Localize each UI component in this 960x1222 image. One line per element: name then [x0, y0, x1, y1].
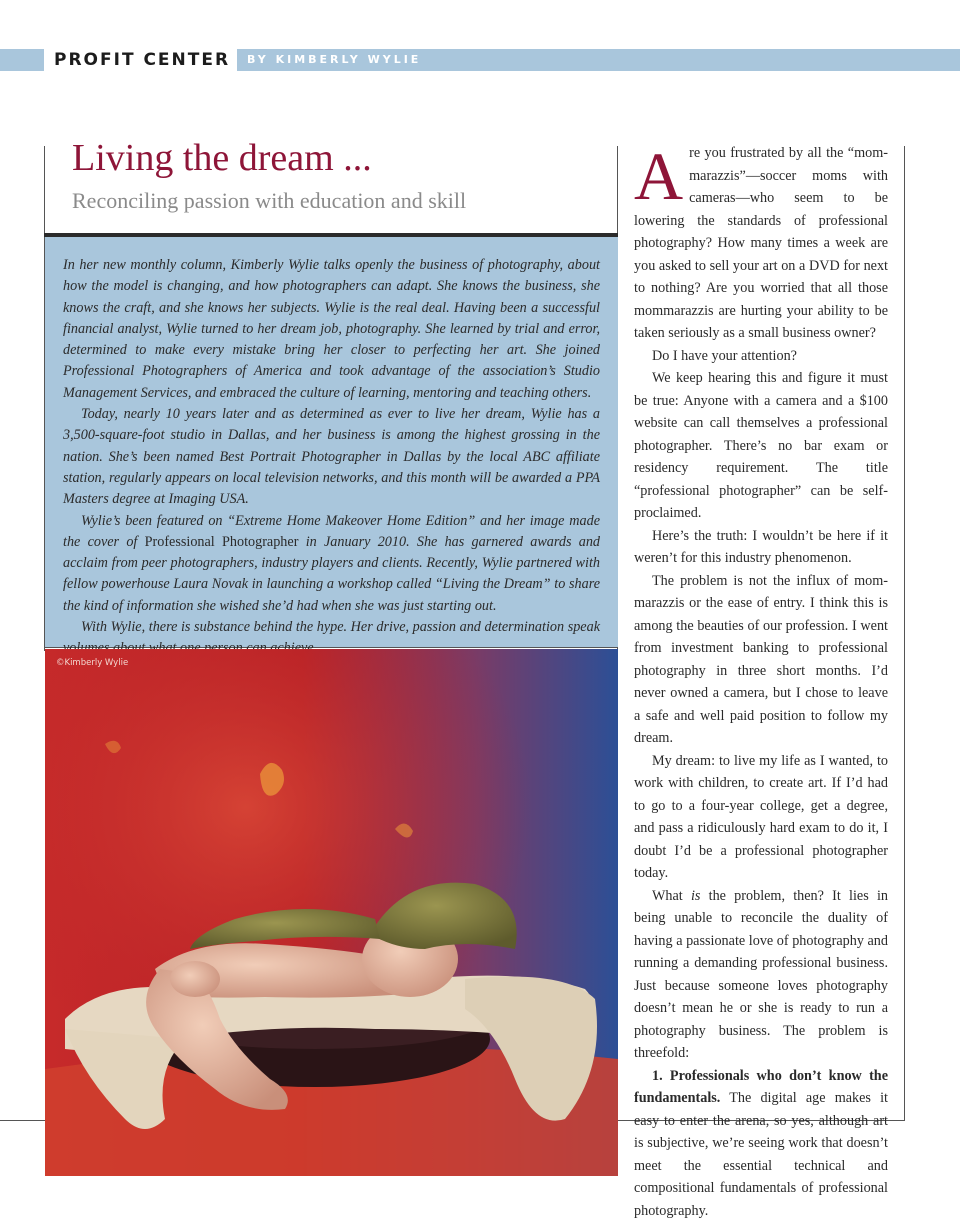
body-paragraph-3: We keep hearing this and figure it must be true: Anyone with a camera and a $100 website can call themselves a professional photographer. There’s no bar exam or residency requirement. The title “professional photographer” can be self-proclaimed.	[634, 367, 888, 525]
article-subtitle: Reconciling passion with education and skill	[72, 188, 466, 214]
intro-p3-start: Wylie’s been featured on “Extreme Home Makeover Home Edition” and her image made the cover of	[63, 513, 600, 550]
intro-paragraph-1: In her new monthly column, Kimberly Wylie talks openly the business of photography, about how the model is changing, and how photographers can adapt. She knows the business, she knows the craft, and she knows her subjects. Wylie is the real deal. Having been a successful financial analyst, Wylie turned to her dream job, photography. She learned by trial and error, determined to make every mistake bring her closer to perfecting her art. She joined Professional Photographers of America and took advantage of the association’s Studio Management Services, and embraced the culture of learning, mentoring and teaching others.	[63, 255, 600, 404]
article-body	[634, 142, 888, 1222]
intro-paragraph-2: Today, nearly 10 years later and as determined as ever to live her dream, Wylie has a 3,500-square-foot studio in Dallas, and her business is among the highest grossing in the nation. She’s been named Best Portrait Photographer in Dallas by the local ABC affiliate station, regularly appears on local television networks, and this month will be awarded a PPA Masters degree at Imaging USA.	[63, 404, 600, 510]
body-paragraph-2: Do I have your attention?	[634, 345, 888, 368]
intro-box	[45, 237, 618, 648]
body-paragraph-5: The problem is not the influx of mom-marazzis or the ease of entry. I think this is among the beauties of our profession. I went from investment banking to professional photography in three short months. I’d never owned a camera, but I chose to leave a safe and well paid position to follow my dream.	[634, 570, 888, 750]
section-label: PROFIT CENTER	[54, 49, 230, 71]
body-paragraph-6: My dream: to live my life as I wanted, to work with children, to create art. If I’d had to go to a four-year college, get a degree, and pass a ridiculously hard exam to do it, I doubt I’d be a professional photographer today.	[634, 750, 888, 885]
newborn-photo-illustration	[45, 649, 618, 1176]
body-p7-emphasis: is	[691, 888, 700, 904]
body-paragraph-8	[634, 1065, 888, 1222]
body-p1-text: re you frustrated by all the “mom-marazzis”—soccer moms with cameras—who seem to be lowering the standards of professional photography? How many times a week are you asked to sell your art on a DVD for next to nothing? Are you worried that all those mommarazzis are hurting your ability to be taken seriously as a small business owner?	[634, 145, 888, 341]
photo-credit: ©Kimberly Wylie	[56, 658, 128, 668]
right-frame-rule	[904, 146, 905, 1121]
intro-paragraph-4: With Wylie, there is substance behind the hype. Her drive, passion and determination speak	[63, 617, 600, 660]
intro-p3-end: in January 2010. She has garnered awards and acclaim from peer photographers, industry players and clients. Recently, Wylie partnered with fellow powerhouse Laura Novak in launching a workshop called “Living the Dream” to share the kind of information she wished she’d had when she was just starting out.	[63, 534, 600, 614]
list-item-text: The digital age makes it easy to enter the arena, so yes, although art is subjective, we’re seeing work that doesn’t meet the essential technical and compositional fundamentals of professional photography.	[634, 1090, 888, 1219]
baby-photo	[45, 649, 618, 1176]
list-item-heading: 1. Professionals who don’t know the fundamentals.	[634, 1068, 888, 1107]
body-p7-end: the problem, then? It lies in being unable to reconcile the duality of having a passionate love of photography and running a demanding professional business. Just because someone loves photography doesn’t mean he or she is ready to run a photography business. The problem is threefold:	[634, 888, 888, 1062]
article-title: Living the dream ...	[72, 136, 372, 180]
intro-paragraph-3	[63, 511, 600, 617]
byline: BY KIMBERLY WYLIE	[247, 49, 421, 71]
body-p7-start: What	[652, 888, 683, 904]
body-paragraph-7	[634, 885, 888, 1065]
body-paragraph-1	[634, 142, 888, 345]
drop-cap: A	[634, 148, 683, 204]
body-paragraph-4: Here’s the truth: I wouldn’t be here if it weren’t for this industry phenomenon.	[634, 525, 888, 570]
magazine-name: Professional Photographer	[145, 534, 299, 550]
bottom-left-rule	[0, 1120, 45, 1121]
